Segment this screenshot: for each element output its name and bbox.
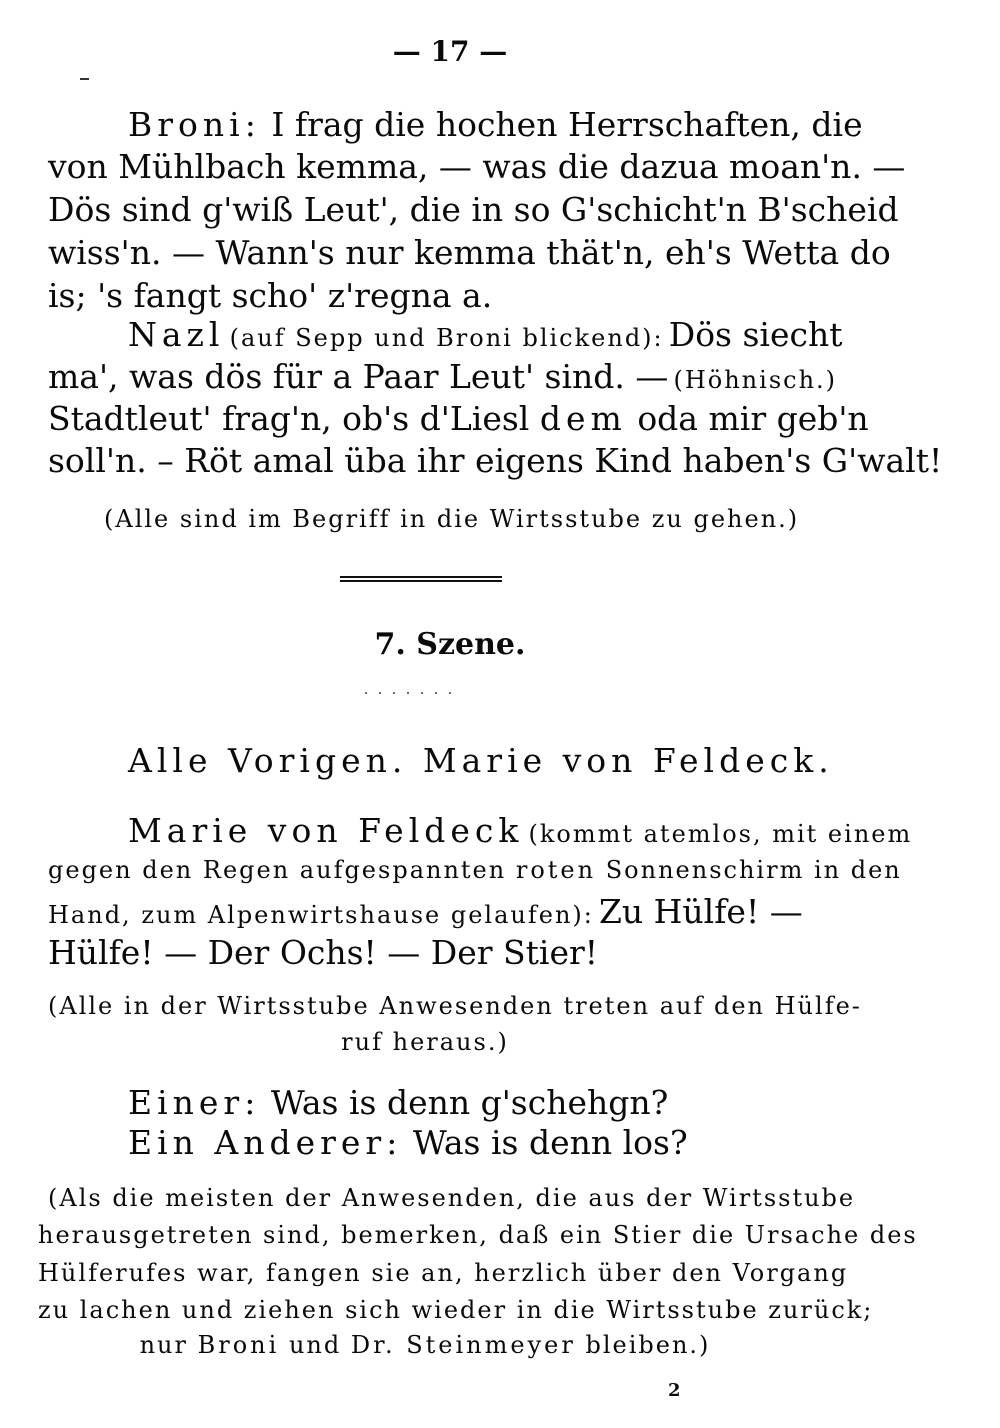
stage-direction: und: [288, 1331, 342, 1359]
nazl-line-3: [48, 399, 869, 438]
emphasis-text: roten: [515, 856, 597, 884]
broni-line-1: [128, 105, 863, 144]
speaker-anderer: Ein Anderer:: [128, 1123, 403, 1162]
print-mark: [80, 78, 89, 80]
stage-direction: nur: [139, 1331, 188, 1359]
stage-direction-line-5: [0, 1333, 850, 1357]
dialogue-text: Was is denn g'schehgn?: [270, 1083, 669, 1122]
nazl-line-4: soll'n. – Röt amal üba ihr eigens Kind haben's G'walt!: [48, 441, 943, 480]
stage-direction-line-3: Hülferufes war, fangen sie an, herzlich über den Vorgang: [38, 1259, 849, 1287]
stage-direction: (Höhnisch.): [673, 366, 838, 394]
stage-direction: (auf Sepp und Broni blickend):: [229, 324, 664, 352]
marie-line-4: Hülfe! — Der Ochs! — Der Stier!: [48, 933, 599, 972]
stage-direction: gegen den Regen aufgespannten: [48, 856, 507, 884]
name-steinmeyer: Dr. Steinmeyer: [350, 1331, 576, 1359]
anderer-line: [128, 1123, 688, 1162]
stage-direction: Sonnenschirm in den: [605, 856, 902, 884]
nazl-line-1: [128, 315, 843, 354]
stage-direction-line-1: (Alle in der Wirtsstube Anwesenden treten auf den Hülfe-: [48, 992, 862, 1020]
stage-direction-line-1: (Als die meisten der Anwesenden, die aus der Wirtsstube: [48, 1184, 856, 1212]
emphasis-text: dem: [539, 399, 627, 438]
dialogue-text: Zu Hülfe! —: [598, 892, 803, 931]
broni-line-2: von Mühlbach kemma, — was die dazua moan'n. —: [48, 147, 906, 186]
broni-line-4: wiss'n. — Wann's nur kemma thät'n, eh's Wetta do: [48, 233, 891, 272]
stage-direction: bleiben.): [585, 1331, 711, 1359]
cast-list: Alle Vorigen. Marie von Feldeck.: [128, 741, 834, 780]
nazl-line-2: [48, 357, 838, 396]
stage-direction-line-2: ruf heraus.): [341, 1028, 509, 1056]
stage-direction-line-2: herausgetreten sind, bemerken, daß ein Stier die Ursache des: [38, 1221, 918, 1249]
einer-line: [128, 1083, 669, 1122]
dialogue-text: oda mir geb'n: [637, 399, 869, 438]
broni-line-3: Dös sind g'wiß Leut', die in so G'schicht'n B'scheid: [48, 190, 899, 229]
marie-line-3: [48, 892, 803, 931]
ornament-dots: [365, 692, 455, 694]
dialogue-text: Stadtleut' frag'n, ob's d'Liesl: [48, 399, 530, 438]
speaker-nazl: Nazl: [128, 315, 225, 354]
signature-mark: 2: [668, 1380, 681, 1401]
speaker-einer: Einer:: [128, 1083, 261, 1122]
stage-direction: Hand, zum Alpenwirtshause gelaufen):: [48, 901, 594, 929]
speaker-marie: Marie von Feldeck: [128, 811, 524, 850]
stage-direction-line-4: zu lachen und ziehen sich wieder in die Wirtsstube zurück;: [38, 1296, 874, 1324]
dialogue-text: Was is denn los?: [412, 1123, 688, 1162]
marie-line-2: [48, 856, 902, 884]
name-broni: Broni: [197, 1331, 280, 1359]
stage-direction-exit: (Alle sind im Begriff in die Wirtsstube zu gehen.): [104, 505, 800, 533]
broni-line-5: is; 's fangt scho' z'regna a.: [48, 276, 493, 315]
marie-line-1: [128, 811, 913, 850]
dialogue-text: Dös siecht: [668, 315, 843, 354]
scene-divider: [340, 576, 502, 582]
dialogue-text: I frag die hochen Herrschaften, die: [271, 105, 863, 144]
speaker-broni: Broni:: [128, 105, 261, 144]
dialogue-text: ma', was dös für a Paar Leut' sind. —: [48, 357, 669, 396]
page-number: — 17 —: [392, 35, 508, 68]
stage-direction: (kommt atemlos, mit einem: [528, 820, 913, 848]
scene-title: 7. Szene.: [374, 627, 526, 662]
